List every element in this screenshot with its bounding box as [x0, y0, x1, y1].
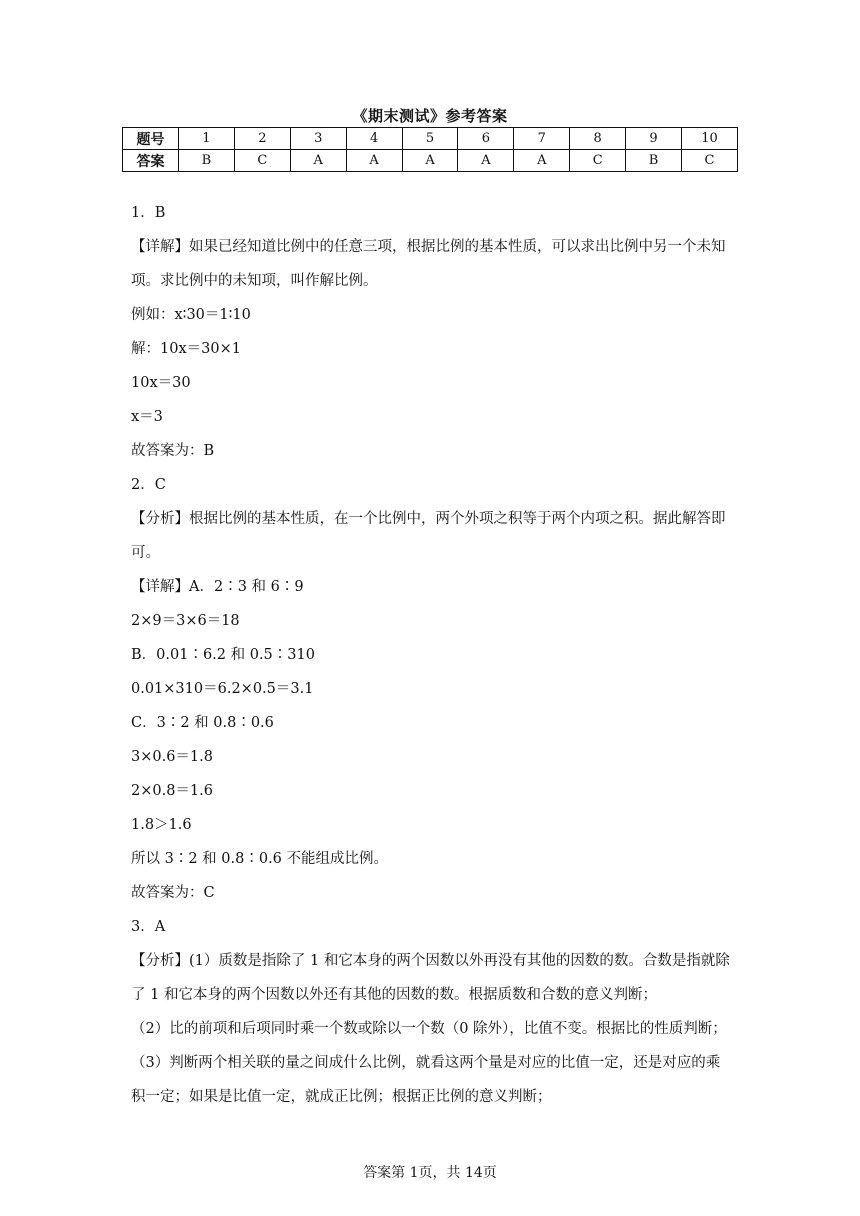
table-cell-answer: A	[458, 150, 514, 172]
q2-step: 2×9＝3×6＝18	[131, 613, 240, 629]
table-cell-answer: A	[290, 150, 346, 172]
table-cell-answer: B	[179, 150, 235, 172]
q3-analysis-1: 【分析】(1）质数是指除了 1 和它本身的两个因数以外再没有其他的因数的数。合数是指就除了 1 和它本身的两个因数以外还有其他的因数的数。根据质数和合数的意义判断；	[131, 953, 730, 1003]
table-cell-answer: B	[626, 150, 682, 172]
answer-explanations	[131, 196, 731, 1114]
page-title: 《期末测试》参考答案	[352, 107, 508, 125]
q1-answer: 1．B	[131, 205, 166, 221]
q2-step: 1.8＞1.6	[131, 817, 192, 833]
table-cell-answer: C	[682, 150, 738, 172]
q2-analysis: 【分析】根据比例的基本性质，在一个比例中，两个外项之积等于两个内项之积。据此解答即可。	[131, 511, 726, 561]
table-cell-answer: A	[346, 150, 402, 172]
table-cell-number: 7	[514, 128, 570, 150]
q2-conclusion: 故答案为：C	[131, 885, 215, 901]
row-header-number: 题号	[123, 128, 179, 150]
table-cell-answer: A	[514, 150, 570, 172]
page-footer: 答案第 1页，共 14页	[363, 1165, 497, 1181]
table-cell-number: 8	[570, 128, 626, 150]
table-row-answers	[123, 150, 738, 172]
table-cell-answer: A	[402, 150, 458, 172]
q3-answer: 3．A	[131, 919, 166, 935]
q2-step: 所以 3∶2 和 0.8∶0.6 不能组成比例。	[131, 851, 389, 867]
q3-analysis-3: （3）判断两个相关联的量之间成什么比例，就看这两个量是对应的比值一定，还是对应的乘积一定；如果是比值一定，就成正比例；根据正比例的意义判断；	[131, 1055, 721, 1105]
table-cell-answer: C	[234, 150, 290, 172]
q1-solution-step: 10x＝30	[131, 375, 191, 391]
q2-answer: 2．C	[131, 477, 166, 493]
table-cell-number: 5	[402, 128, 458, 150]
table-cell-number: 6	[458, 128, 514, 150]
table-cell-number: 9	[626, 128, 682, 150]
table-cell-answer: C	[570, 150, 626, 172]
table-cell-number: 10	[682, 128, 738, 150]
q2-step: C．3∶2 和 0.8∶0.6	[131, 715, 274, 731]
q2-step: 0.01×310＝6.2×0.5＝3.1	[131, 681, 314, 697]
table-cell-number: 4	[346, 128, 402, 150]
q2-step: 3×0.6＝1.8	[131, 749, 213, 765]
q2-step: B．0.01∶6.2 和 0.5∶310	[131, 647, 315, 663]
q1-solution-step: x＝3	[131, 409, 163, 425]
q1-example: 例如：x∶30＝1∶10	[131, 307, 251, 323]
q1-solution-step: 解：10x＝30×1	[131, 341, 241, 357]
q1-conclusion: 故答案为：B	[131, 443, 215, 459]
table-row-numbers	[123, 128, 738, 150]
row-header-answer: 答案	[123, 150, 179, 172]
q1-detail: 【详解】如果已经知道比例中的任意三项，根据比例的基本性质，可以求出比例中另一个未知项。求比例中的未知项，叫作解比例。	[131, 239, 726, 289]
answer-table	[122, 127, 738, 172]
q2-detail: 【详解】A．2∶3 和 6∶9	[131, 579, 304, 595]
q2-step: 2×0.8＝1.6	[131, 783, 213, 799]
table-cell-number: 2	[234, 128, 290, 150]
table-cell-number: 3	[290, 128, 346, 150]
q3-analysis-2: （2）比的前项和后项同时乘一个数或除以一个数（0 除外），比值不变。根据比的性质判断；	[131, 1021, 727, 1037]
table-cell-number: 1	[179, 128, 235, 150]
